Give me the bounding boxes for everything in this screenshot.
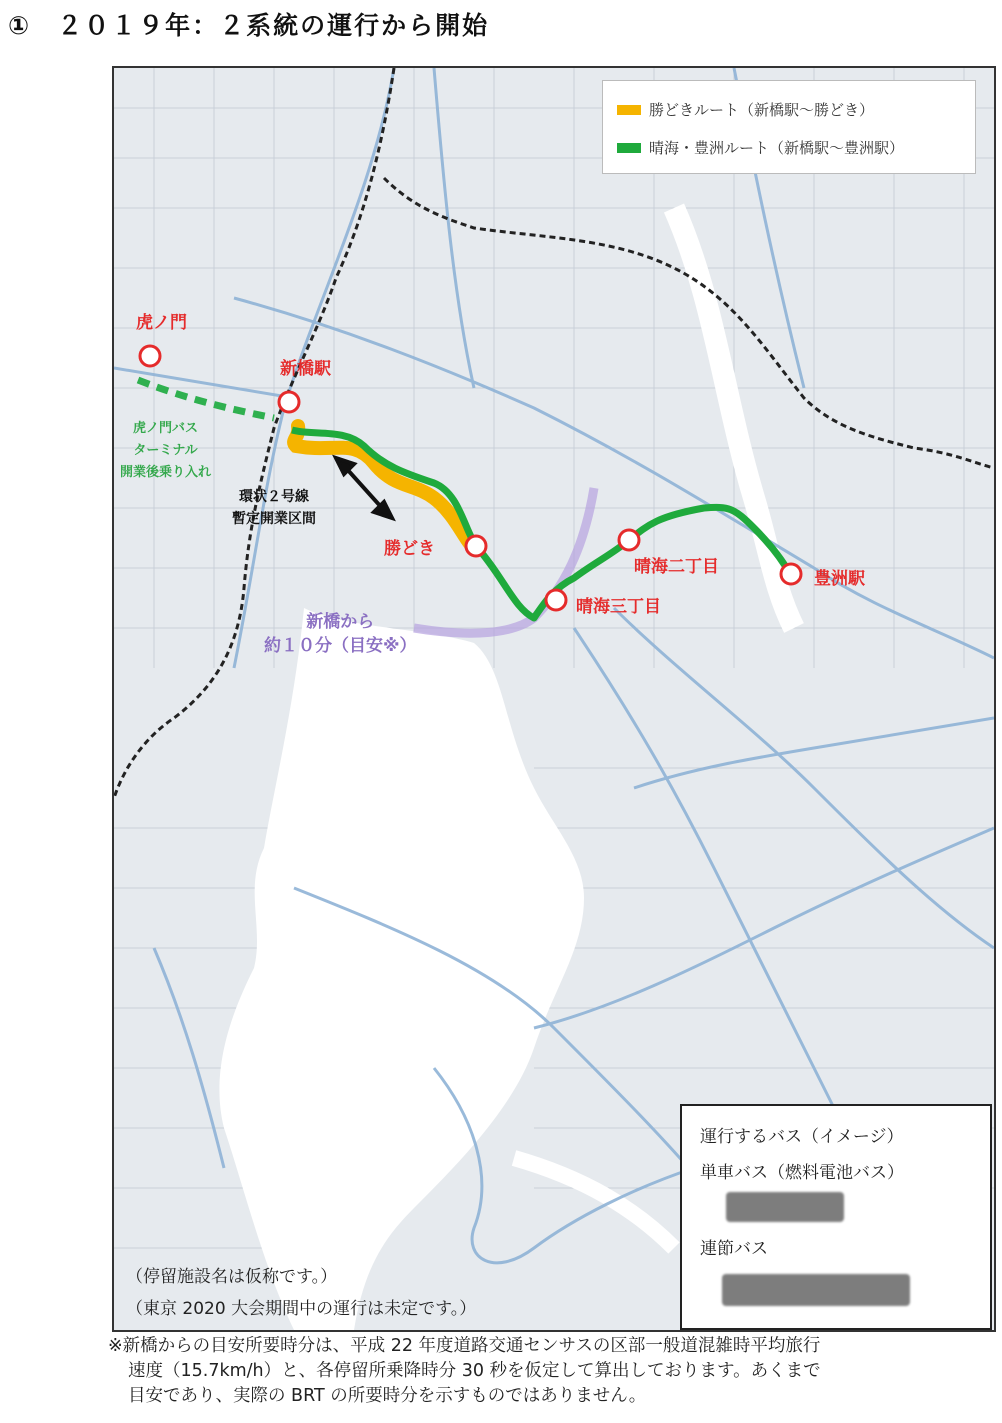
stop-toranomon xyxy=(140,346,160,366)
note-terminal-line1: 虎ノ門バス xyxy=(133,421,199,436)
label-shimbashi: 新橋駅 xyxy=(280,359,331,379)
label-harumi-3chome: 晴海三丁目 xyxy=(576,597,661,617)
note-travel-time xyxy=(264,610,417,658)
stop-harumi-3chome xyxy=(546,590,566,610)
footnote-line-3: 目安であり、実際の BRT の所要時分を示すものではありません。 xyxy=(128,1386,647,1406)
articulated-bus-image xyxy=(722,1274,910,1306)
legend-swatch-green xyxy=(617,143,641,153)
note-time-line1: 新橋から xyxy=(306,612,375,632)
note-olympics: （東京 2020 大会期間中の運行は未定です。） xyxy=(126,1299,477,1319)
legend-item-harumi xyxy=(617,137,904,158)
stop-toyosu xyxy=(781,564,801,584)
single-bus-image xyxy=(726,1192,844,1222)
footnote xyxy=(108,1334,992,1409)
bus-box-articulated: 連節バス xyxy=(700,1239,768,1259)
legend-label-kachidoki: 勝どきルート（新橋駅〜勝どき） xyxy=(649,101,875,119)
heading-number: ① xyxy=(8,11,32,40)
legend-swatch-yellow xyxy=(617,105,641,115)
note-time-line2: 約１０分（目安※） xyxy=(264,636,417,656)
heading-text: ２０１９年：２系統の運行から開始 xyxy=(57,11,490,40)
note-terminal-line3: 開業後乗り入れ xyxy=(120,465,212,480)
note-section-line2: 暫定開業区間 xyxy=(232,511,316,527)
page-heading xyxy=(8,6,489,42)
note-terminal-line2: ターミナル xyxy=(133,443,198,458)
bus-box-single: 単車バス（燃料電池バス） xyxy=(700,1163,904,1183)
label-toranomon: 虎ノ門 xyxy=(136,313,187,333)
map-legend xyxy=(602,80,976,174)
label-harumi-2chome: 晴海二丁目 xyxy=(634,557,719,577)
note-terminal xyxy=(120,418,211,484)
legend-label-harumi: 晴海・豊洲ルート（新橋駅〜豊洲駅） xyxy=(649,139,905,157)
note-section-line1: 環状２号線 xyxy=(239,489,309,505)
legend-item-kachidoki xyxy=(617,99,874,120)
footnote-line-1: ※新橋からの目安所要時分は、平成 22 年度道路交通センサスの区部一般道混雑時平均旅行 xyxy=(108,1336,821,1356)
footnote-line-2: 速度（15.7km/h）と、各停留所乗降時分 30 秒を仮定して算出しております。あくまで xyxy=(128,1361,821,1381)
label-kachidoki: 勝どき xyxy=(384,539,435,559)
stop-shimbashi xyxy=(279,392,299,412)
stop-kachidoki xyxy=(466,536,486,556)
stop-harumi-2chome xyxy=(619,530,639,550)
bus-image-box xyxy=(680,1104,992,1330)
label-toyosu: 豊洲駅 xyxy=(814,569,865,589)
note-provisional-name: （停留施設名は仮称です。） xyxy=(126,1267,338,1287)
route-map xyxy=(112,66,996,1332)
bus-box-title: 運行するバス（イメージ） xyxy=(700,1127,904,1147)
note-section xyxy=(232,486,316,530)
